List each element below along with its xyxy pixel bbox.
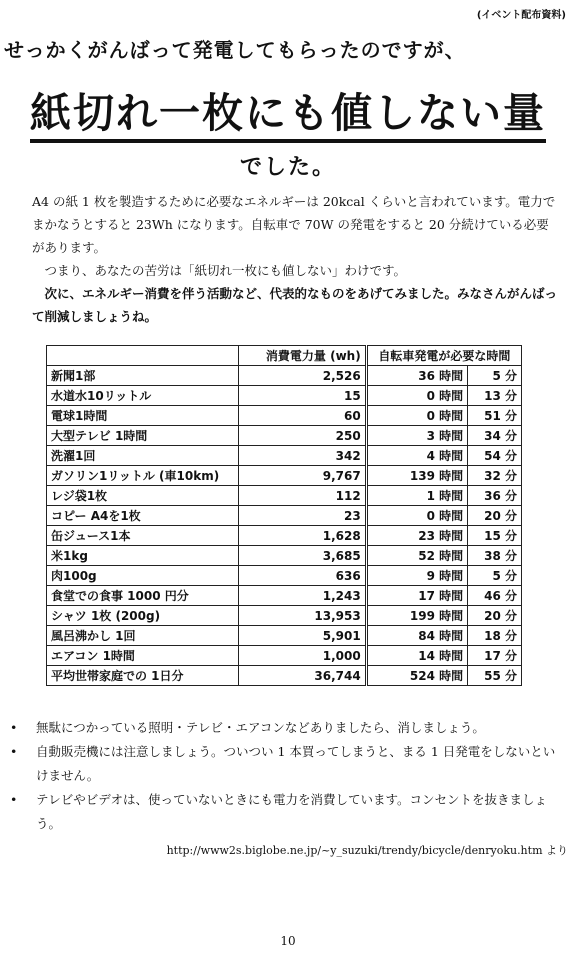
minutes-cell-value: 20 bbox=[484, 509, 501, 523]
minutes-cell-unit: 分 bbox=[504, 649, 517, 663]
hours-cell-unit: 時間 bbox=[439, 469, 464, 483]
handout-tag: (イベント配布資料) bbox=[476, 10, 566, 21]
table-row bbox=[47, 426, 522, 446]
hours-cell-unit: 時間 bbox=[439, 529, 464, 543]
energy-cell-value: 1,243 bbox=[322, 588, 361, 603]
item-cell-value: 新聞1部 bbox=[51, 369, 96, 383]
item-cell-value: 缶ジュース1本 bbox=[51, 529, 131, 543]
minutes-cell bbox=[468, 646, 522, 666]
energy-cell-value: 15 bbox=[343, 388, 361, 403]
hours-cell-unit: 時間 bbox=[439, 609, 464, 623]
item-cell-value: 風呂沸かし 1回 bbox=[51, 629, 136, 643]
item-cell bbox=[47, 486, 239, 506]
energy-cell-value: 5,901 bbox=[322, 628, 361, 643]
energy-cell bbox=[238, 406, 366, 426]
hours-cell-unit: 時間 bbox=[439, 489, 464, 503]
note-text: 無駄につかっている照明・テレビ・エアコンなどありましたら、消しましょう。 bbox=[36, 720, 485, 735]
item-cell bbox=[47, 606, 239, 626]
minutes-cell-value: 36 bbox=[484, 489, 501, 503]
hours-cell bbox=[366, 386, 467, 406]
energy-cell bbox=[238, 386, 366, 406]
minutes-cell bbox=[468, 626, 522, 646]
minutes-cell bbox=[468, 466, 522, 486]
table-row bbox=[47, 506, 522, 526]
hours-cell bbox=[366, 466, 467, 486]
item-cell-value: 大型テレビ 1時間 bbox=[51, 429, 148, 443]
hours-cell bbox=[366, 366, 467, 386]
minutes-cell-unit: 分 bbox=[504, 629, 517, 643]
hours-cell-value: 0 bbox=[426, 389, 435, 403]
minutes-cell-value: 5 bbox=[492, 569, 501, 583]
minutes-cell bbox=[468, 586, 522, 606]
header-time: 自転車発電が必要な時間 bbox=[366, 346, 521, 366]
energy-cell-value: 60 bbox=[343, 408, 361, 423]
energy-cell bbox=[238, 566, 366, 586]
hours-cell-unit: 時間 bbox=[439, 449, 464, 463]
minutes-cell bbox=[468, 666, 522, 686]
energy-cell bbox=[238, 486, 366, 506]
hours-cell-value: 52 bbox=[418, 549, 435, 563]
energy-cell-value: 342 bbox=[335, 448, 361, 463]
minutes-cell-unit: 分 bbox=[504, 489, 517, 503]
energy-cell-value: 2,526 bbox=[322, 368, 361, 383]
minutes-cell-value: 13 bbox=[484, 389, 501, 403]
bullet-icon: • bbox=[10, 720, 18, 735]
item-cell bbox=[47, 646, 239, 666]
table-body bbox=[47, 366, 522, 686]
hours-cell-unit: 時間 bbox=[439, 669, 464, 683]
table-row bbox=[47, 586, 522, 606]
paragraph-conclusion: つまり、あなたの苦労は「紙切れ一枚にも値しない」わけです。 bbox=[44, 263, 407, 278]
hours-cell bbox=[366, 566, 467, 586]
hours-cell bbox=[366, 446, 467, 466]
lead-line: せっかくがんばって発電してもらったのですが、 bbox=[4, 38, 466, 62]
list-item bbox=[10, 740, 566, 788]
item-cell-value: 食堂での食事 1000 円分 bbox=[51, 589, 189, 603]
minutes-cell bbox=[468, 386, 522, 406]
item-cell bbox=[47, 626, 239, 646]
bullet-icon: • bbox=[10, 744, 18, 759]
table-row bbox=[47, 566, 522, 586]
minutes-cell bbox=[468, 506, 522, 526]
hours-cell-unit: 時間 bbox=[439, 409, 464, 423]
list-item bbox=[10, 788, 566, 836]
hours-cell bbox=[366, 406, 467, 426]
minutes-cell bbox=[468, 526, 522, 546]
minutes-cell-value: 51 bbox=[484, 409, 501, 423]
table-row bbox=[47, 606, 522, 626]
bullet-icon: • bbox=[10, 792, 18, 807]
minutes-cell-unit: 分 bbox=[504, 469, 517, 483]
hours-cell-value: 36 bbox=[418, 369, 435, 383]
minutes-cell bbox=[468, 426, 522, 446]
energy-cell-value: 23 bbox=[343, 508, 361, 523]
table-row bbox=[47, 666, 522, 686]
paragraph-paper: A4 の紙 1 枚を製造するために必要なエネルギーは 20kcal くらいと言われています。電力でまかなうとすると 23Wh になります。自転車で 70W の発電をすると 20 分続けている必要があります。 bbox=[32, 194, 556, 255]
item-cell-value: 電球1時間 bbox=[51, 409, 108, 423]
hours-cell-unit: 時間 bbox=[439, 549, 464, 563]
energy-cell-value: 1,628 bbox=[322, 528, 361, 543]
energy-cell bbox=[238, 506, 366, 526]
table-row bbox=[47, 466, 522, 486]
energy-cell bbox=[238, 466, 366, 486]
hours-cell-value: 23 bbox=[418, 529, 435, 543]
item-cell bbox=[47, 526, 239, 546]
energy-cell bbox=[238, 666, 366, 686]
item-cell bbox=[47, 386, 239, 406]
energy-cell bbox=[238, 366, 366, 386]
energy-cell bbox=[238, 646, 366, 666]
minutes-cell bbox=[468, 566, 522, 586]
header-energy: 消費電力量 (wh) bbox=[238, 346, 366, 366]
headline-text: 紙切れ一枚にも値しない量 bbox=[30, 89, 546, 143]
hours-cell-value: 139 bbox=[409, 469, 435, 483]
hours-cell bbox=[366, 486, 467, 506]
table-row bbox=[47, 546, 522, 566]
energy-cell-value: 1,000 bbox=[322, 648, 361, 663]
hours-cell-value: 524 bbox=[409, 669, 435, 683]
item-cell-value: 米1kg bbox=[51, 549, 88, 563]
minutes-cell-value: 38 bbox=[484, 549, 501, 563]
item-cell bbox=[47, 446, 239, 466]
table-row bbox=[47, 626, 522, 646]
energy-cell bbox=[238, 606, 366, 626]
hours-cell-value: 14 bbox=[418, 649, 435, 663]
minutes-cell bbox=[468, 406, 522, 426]
minutes-cell-unit: 分 bbox=[504, 409, 517, 423]
item-cell-value: レジ袋1枚 bbox=[51, 489, 108, 503]
energy-cell bbox=[238, 446, 366, 466]
table-row bbox=[47, 486, 522, 506]
hours-cell-value: 84 bbox=[418, 629, 435, 643]
energy-cell bbox=[238, 626, 366, 646]
minutes-cell-unit: 分 bbox=[504, 389, 517, 403]
item-cell-value: コピー A4を1枚 bbox=[51, 509, 141, 523]
hours-cell-value: 3 bbox=[426, 429, 435, 443]
hours-cell bbox=[366, 626, 467, 646]
minutes-cell-unit: 分 bbox=[504, 549, 517, 563]
table-row bbox=[47, 646, 522, 666]
minutes-cell-unit: 分 bbox=[504, 509, 517, 523]
paragraph-examples: 次に、エネルギー消費を伴う活動など、代表的なものをあげてみました。みなさんがんばって削減しましょうね。 bbox=[32, 286, 558, 324]
notes-list bbox=[10, 716, 566, 836]
minutes-cell-value: 15 bbox=[484, 529, 501, 543]
energy-cell bbox=[238, 546, 366, 566]
hours-cell-value: 0 bbox=[426, 409, 435, 423]
energy-cell-value: 636 bbox=[335, 568, 361, 583]
item-cell bbox=[47, 366, 239, 386]
hours-cell-unit: 時間 bbox=[439, 369, 464, 383]
table-header-row bbox=[47, 346, 522, 366]
minutes-cell-unit: 分 bbox=[504, 429, 517, 443]
hours-cell-unit: 時間 bbox=[439, 649, 464, 663]
item-cell-value: シャツ 1枚 (200g) bbox=[51, 609, 161, 623]
minutes-cell-unit: 分 bbox=[504, 609, 517, 623]
energy-cell bbox=[238, 586, 366, 606]
minutes-cell-value: 5 bbox=[492, 369, 501, 383]
subheadline: でした。 bbox=[239, 155, 336, 180]
minutes-cell-unit: 分 bbox=[504, 449, 517, 463]
table-row bbox=[47, 366, 522, 386]
hours-cell bbox=[366, 526, 467, 546]
hours-cell bbox=[366, 546, 467, 566]
item-cell bbox=[47, 586, 239, 606]
energy-cell bbox=[238, 526, 366, 546]
item-cell-value: 水道水10リットル bbox=[51, 389, 152, 403]
minutes-cell-value: 54 bbox=[484, 449, 501, 463]
hours-cell-value: 9 bbox=[426, 569, 435, 583]
hours-cell-value: 4 bbox=[426, 449, 435, 463]
hours-cell bbox=[366, 506, 467, 526]
item-cell bbox=[47, 666, 239, 686]
table-row bbox=[47, 446, 522, 466]
item-cell bbox=[47, 466, 239, 486]
energy-cell-value: 36,744 bbox=[314, 668, 361, 683]
hours-cell-value: 1 bbox=[426, 489, 435, 503]
minutes-cell-value: 34 bbox=[484, 429, 501, 443]
minutes-cell-value: 20 bbox=[484, 609, 501, 623]
hours-cell bbox=[366, 586, 467, 606]
energy-cell-value: 3,685 bbox=[322, 548, 361, 563]
item-cell-value: 平均世帯家庭での 1日分 bbox=[51, 669, 184, 683]
header-blank bbox=[47, 346, 239, 366]
minutes-cell-value: 55 bbox=[484, 669, 501, 683]
energy-table bbox=[46, 345, 522, 686]
table-row bbox=[47, 526, 522, 546]
energy-cell-value: 9,767 bbox=[322, 468, 361, 483]
hours-cell-unit: 時間 bbox=[439, 389, 464, 403]
minutes-cell bbox=[468, 546, 522, 566]
headline bbox=[0, 80, 576, 139]
minutes-cell-unit: 分 bbox=[504, 369, 517, 383]
table-row bbox=[47, 386, 522, 406]
hours-cell bbox=[366, 606, 467, 626]
item-cell-value: エアコン 1時間 bbox=[51, 649, 135, 663]
item-cell bbox=[47, 546, 239, 566]
minutes-cell bbox=[468, 446, 522, 466]
energy-cell-value: 13,953 bbox=[314, 608, 361, 623]
item-cell-value: 洗濯1回 bbox=[51, 449, 96, 463]
minutes-cell-value: 17 bbox=[484, 649, 501, 663]
minutes-cell-unit: 分 bbox=[504, 669, 517, 683]
minutes-cell-unit: 分 bbox=[504, 589, 517, 603]
item-cell-value: ガソリン1リットル (車10km) bbox=[51, 469, 220, 483]
energy-cell-value: 250 bbox=[335, 428, 361, 443]
item-cell bbox=[47, 426, 239, 446]
hours-cell-unit: 時間 bbox=[439, 569, 464, 583]
hours-cell bbox=[366, 666, 467, 686]
hours-cell-value: 17 bbox=[418, 589, 435, 603]
note-text: 自動販売機には注意しましょう。ついつい 1 本買ってしまうと、まる 1 日発電をしないといけません。 bbox=[36, 744, 556, 783]
energy-cell bbox=[238, 426, 366, 446]
minutes-cell bbox=[468, 366, 522, 386]
intro-text bbox=[32, 190, 560, 328]
hours-cell-value: 199 bbox=[409, 609, 435, 623]
item-cell bbox=[47, 566, 239, 586]
minutes-cell bbox=[468, 606, 522, 626]
minutes-cell-value: 32 bbox=[484, 469, 501, 483]
minutes-cell-value: 18 bbox=[484, 629, 501, 643]
hours-cell bbox=[366, 426, 467, 446]
item-cell bbox=[47, 406, 239, 426]
hours-cell-unit: 時間 bbox=[439, 629, 464, 643]
minutes-cell-unit: 分 bbox=[504, 569, 517, 583]
item-cell bbox=[47, 506, 239, 526]
page-number: 10 bbox=[280, 934, 296, 948]
hours-cell-unit: 時間 bbox=[439, 429, 464, 443]
item-cell-value: 肉100g bbox=[51, 569, 97, 583]
minutes-cell-unit: 分 bbox=[504, 529, 517, 543]
table-row bbox=[47, 406, 522, 426]
minutes-cell-value: 46 bbox=[484, 589, 501, 603]
minutes-cell bbox=[468, 486, 522, 506]
hours-cell-value: 0 bbox=[426, 509, 435, 523]
hours-cell bbox=[366, 646, 467, 666]
note-text: テレビやビデオは、使っていないときにも電力を消費しています。コンセントを抜きましょう。 bbox=[36, 792, 548, 831]
source-citation: http://www2s.biglobe.ne.jp/~y_suzuki/trendy/bicycle/denryoku.htm より bbox=[166, 844, 568, 857]
hours-cell-unit: 時間 bbox=[439, 509, 464, 523]
list-item bbox=[10, 716, 566, 740]
energy-cell-value: 112 bbox=[335, 488, 361, 503]
hours-cell-unit: 時間 bbox=[439, 589, 464, 603]
